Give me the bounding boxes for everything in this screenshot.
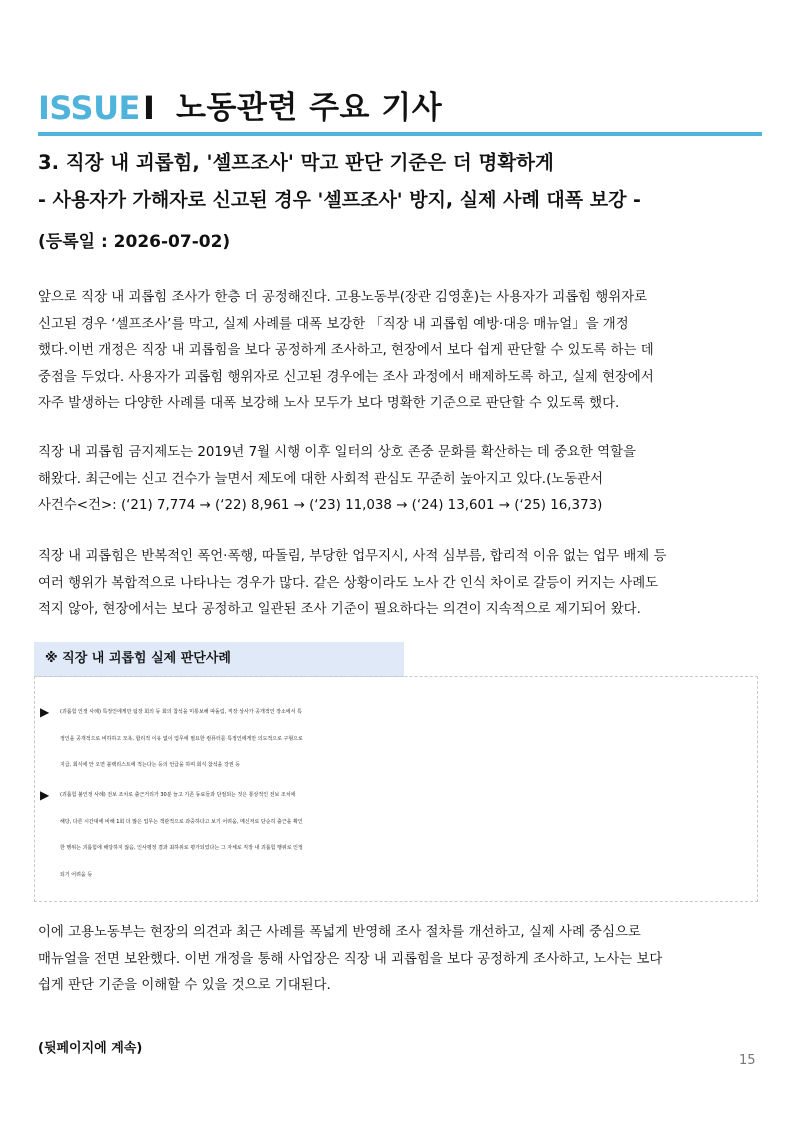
section-title: 노동관련 주요 기사 (176, 90, 443, 126)
bullet-arrow-icon: ▶ (40, 788, 50, 802)
case-item-recognized (40, 699, 755, 779)
paragraph-line: 중점을 두었다. 사용자가 괴롭힘 행위자로 신고된 경우에는 조사 과정에서 배제하도록 하고, 실제 현장에서 (38, 369, 654, 385)
paragraph-4 (38, 920, 756, 1000)
case-box-label (34, 642, 404, 677)
article-subtitle: - 사용자가 가해자로 신고된 경우 '셀프조사' 방지, 실제 사례 대폭 보강 - (38, 189, 641, 211)
case-line: (괴롭힘 불인정 사례) 전보 조치로 출근거리가 30분 늘고 기존 동료들과 단절되는 것은 통상적인 전보 조치에 (60, 792, 296, 798)
paragraph-line: 직장 내 괴롭힘은 반복적인 폭언·폭행, 따돌림, 부당한 업무지시, 사적 심부름, 합리적 이유 없는 업무 배제 등 (38, 549, 667, 564)
paragraph-line: 사건수<건>: (‘21) 7,774 → (‘22) 8,961 → (‘23) 11,038 → (‘24) 13,601 → (‘25) 16,373) (38, 498, 603, 513)
paragraph-line: 적지 않아, 현장에서는 보다 공정하고 일관된 조사 기준이 필요하다는 의견이 지속적으로 제기되어 왔다. (38, 602, 641, 617)
paragraph-line: 쉽게 판단 기준을 이해할 수 있을 것으로 기대된다. (38, 978, 331, 993)
article-title: 3. 직장 내 괴롭힘, '셀프조사' 막고 판단 기준은 더 명확하게 (38, 151, 554, 174)
paragraph-line: 했다.이번 개정은 직장 내 괴롭힘을 보다 공정하게 조사하고, 현장에서 보다 쉽게 판단할 수 있도록 하는 데 (38, 343, 654, 358)
paragraph-line: 신고된 경우 ‘셀프조사’를 막고, 실제 사례를 대폭 보강한 「직장 내 괴롭힘 예방·대응 매뉴얼」을 개정 (38, 316, 629, 332)
issue-label: ISSUE (38, 89, 140, 127)
case-line: 지급, 회식에 안 오면 블랙리스트에 적는다는 등의 언급을 하며 회식 참석을 강권 등 (60, 762, 241, 768)
paragraph-line: 여러 행위가 복합적으로 나타나는 경우가 많다. 같은 상황이라도 노사 간 인식 차이로 갈등이 커지는 사례도 (38, 575, 659, 591)
continued-note: (뒷페이지에 계속) (38, 1041, 143, 1056)
page-number: 15 (739, 1053, 756, 1068)
case-box (34, 676, 758, 902)
case-line: 한 행위는 괴롭힘에 해당하지 않음, 인사평정 결과 최하위로 평가되었다는 그 자체로 직장 내 괴롭힘 행위로 인정 (60, 845, 303, 851)
paragraph-line: 해왔다. 최근에는 신고 건수가 늘면서 제도에 대한 사회적 관심도 꾸준히 높아지고 있다.(노동관서 (38, 471, 604, 487)
paragraph-line: 매뉴얼을 전면 보완했다. 이번 개정을 통해 사업장은 직장 내 괴롭힘을 보다 공정하게 조사하고, 노사는 보다 (38, 951, 663, 967)
paragraph-3 (38, 544, 756, 624)
case-line: 정인을 공개적으로 비하하고 모욕, 합리적 이유 없이 업무에 필요한 컴퓨터를 특정인에게만 의도적으로 구형으로 (60, 735, 303, 742)
registration-date: (등록일 : 2026-07-02) (38, 232, 231, 252)
paragraph-1 (38, 285, 756, 418)
header-rule (38, 132, 762, 136)
paragraph-line: 이에 고용노동부는 현장의 의견과 최근 사례를 폭넓게 반영해 조사 절차를 개선하고, 실제 사례 중심으로 (38, 925, 641, 940)
case-line: (괴롭힘 인정 사례) 특정인에게만 팀장 회의 등 회의 참석을 미통보해 따돌림, 직장 상사가 공개적인 장소에서 특 (60, 709, 302, 715)
bullet-arrow-icon: ▶ (40, 705, 50, 719)
case-line: 되기 어려움 등 (60, 871, 93, 878)
paragraph-line: 자주 발생하는 다양한 사례를 대폭 보강해 노사 모두가 보다 명확한 기준으로 판단할 수 있도록 했다. (38, 396, 620, 411)
paragraph-line: 직장 내 괴롭힘 금지제도는 2019년 7월 시행 이후 일터의 상호 존중 문화를 확산하는 데 중요한 역할을 (38, 445, 636, 460)
section-header (38, 86, 762, 136)
paragraph-2 (38, 440, 756, 520)
case-box-label-text: ※ 직장 내 괴롭힘 실제 판단사례 (45, 651, 231, 666)
header-separator: I (143, 89, 155, 127)
case-item-not-recognized (40, 782, 755, 888)
paragraph-line: 앞으로 직장 내 괴롭힘 조사가 한층 더 공정해진다. 고용노동부(장관 김영훈)는 사용자가 괴롭힘 행위자로 (38, 290, 648, 305)
case-line: 해당, 다른 시간대에 비해 1회 더 많은 업무는 객관적으로 과중하다고 보기 어려움, 메신저로 단순히 출근을 확인 (60, 818, 303, 825)
